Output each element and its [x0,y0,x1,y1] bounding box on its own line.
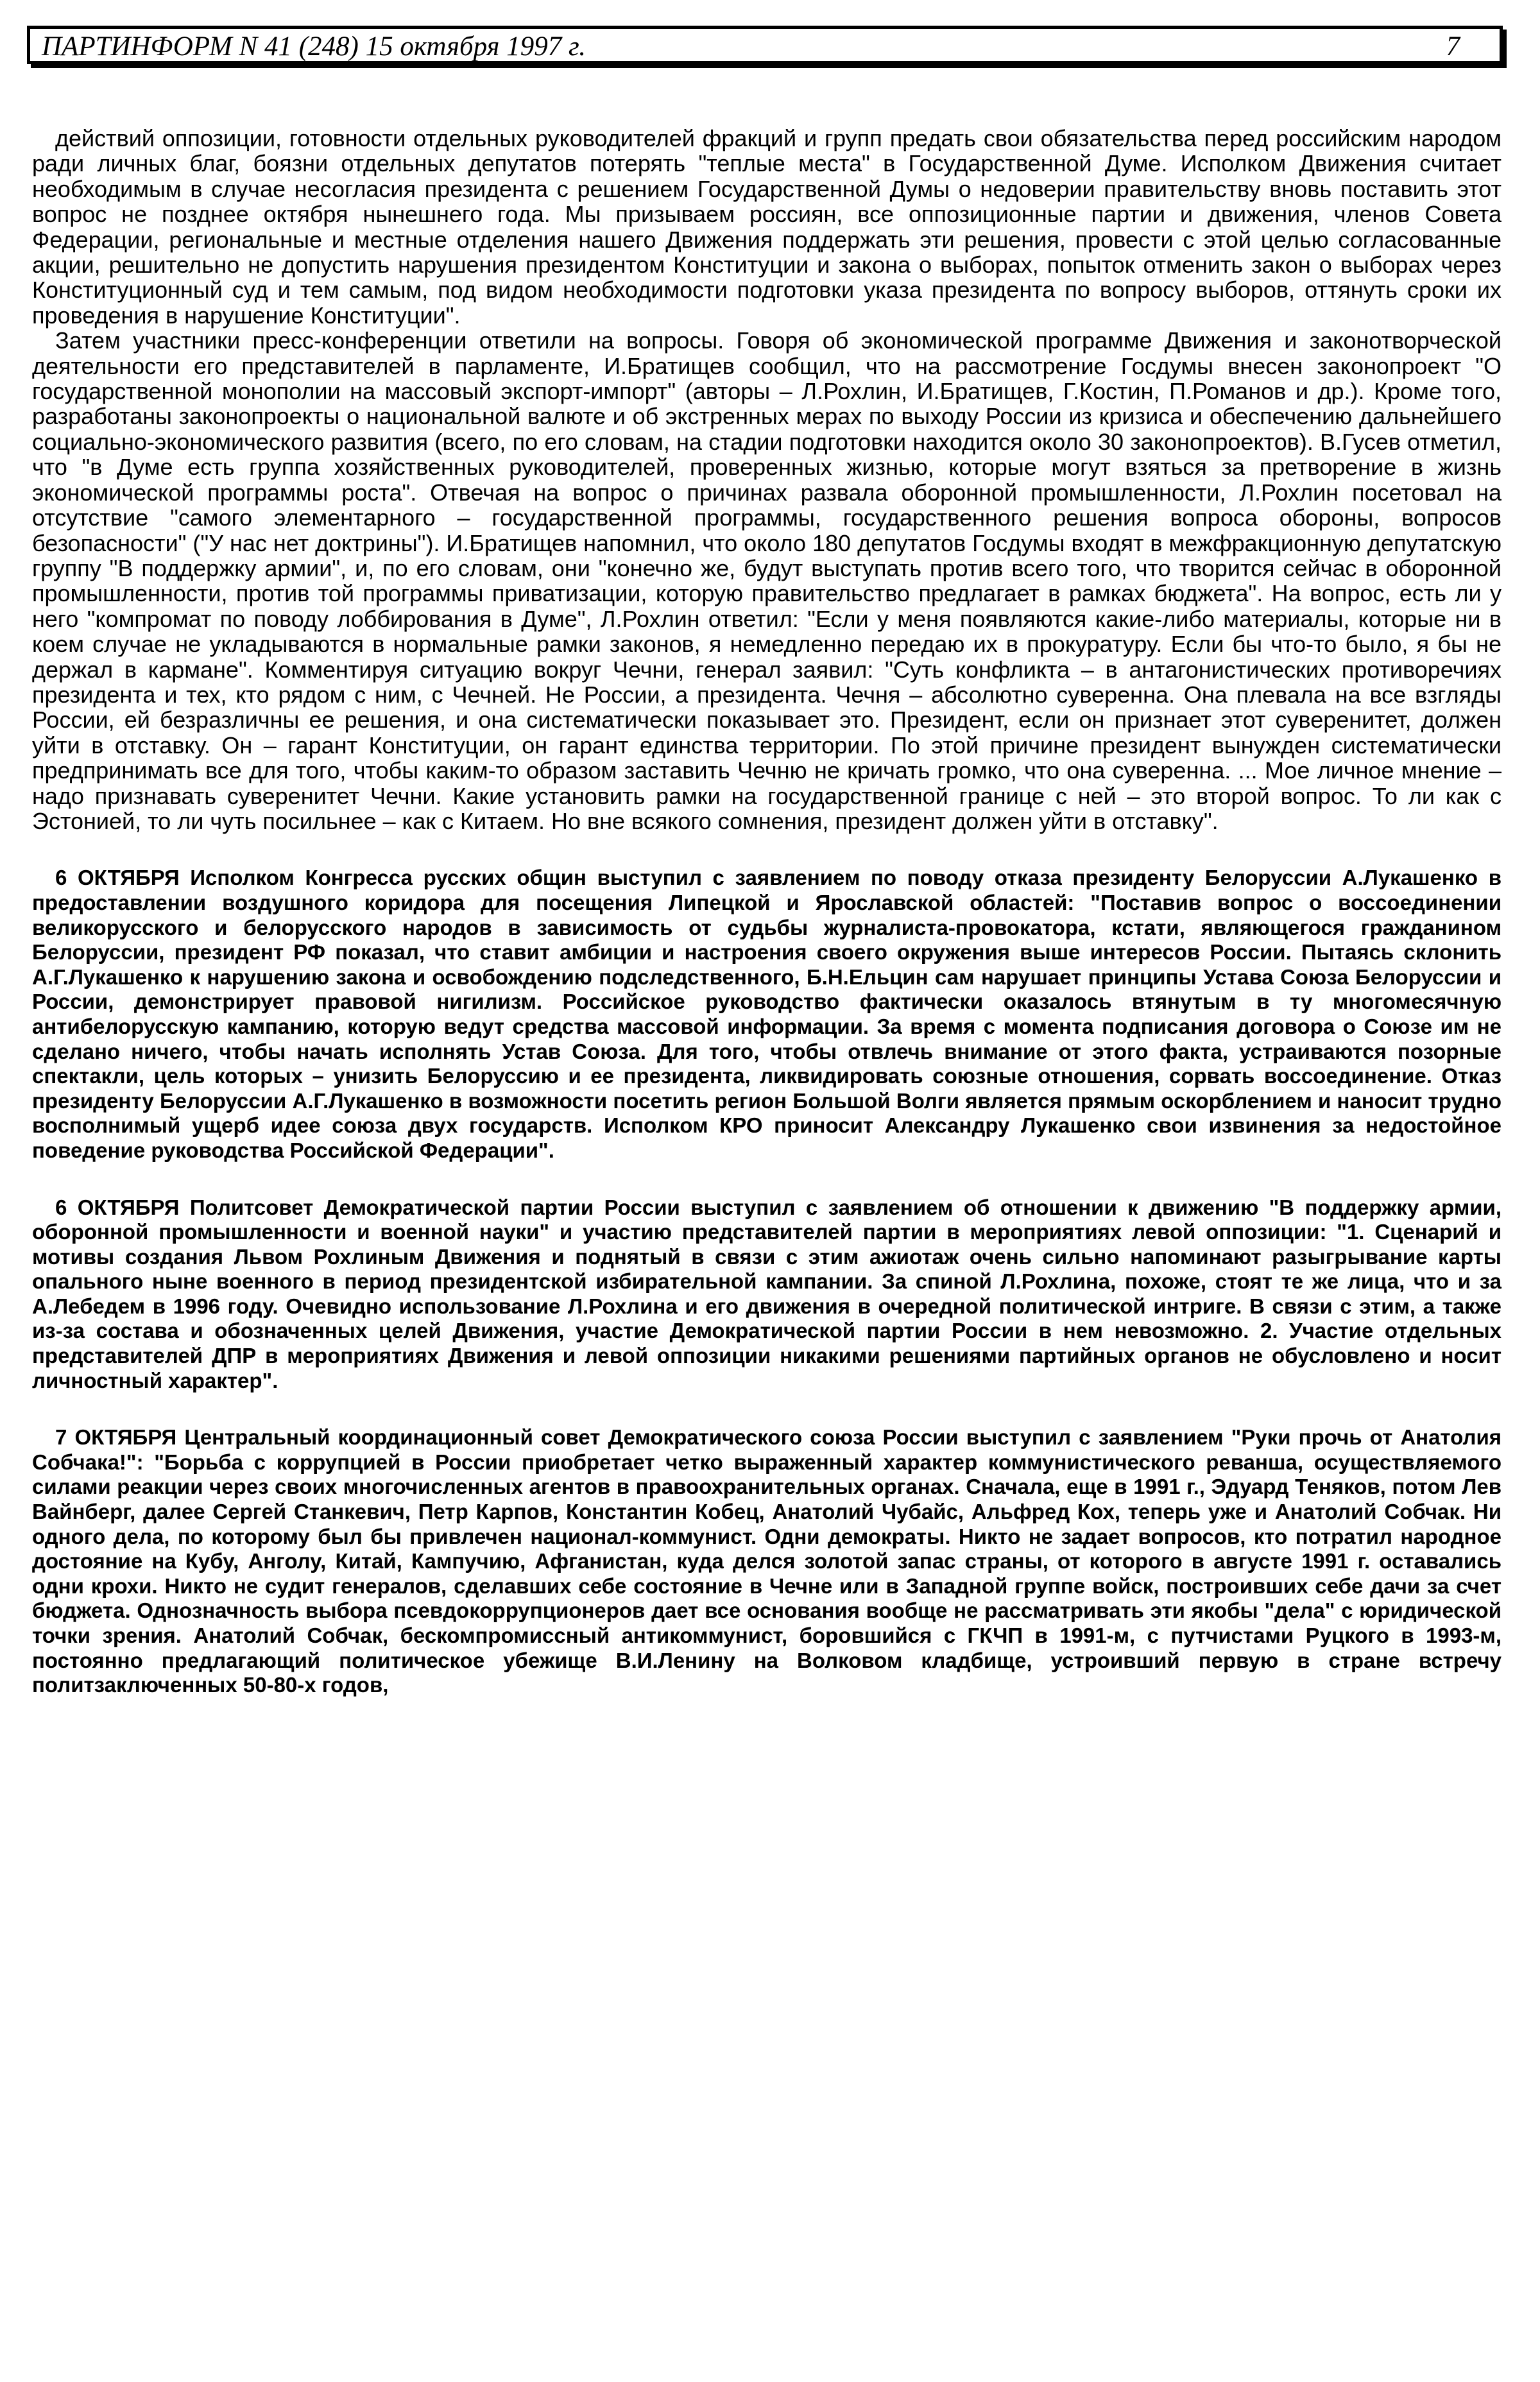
section-gap [32,1163,1502,1195]
news-bulletin: 6 ОКТЯБРЯ Исполком Конгресса русских общин выступил с заявлением по поводу отказа президенту Белоруссии А.Лукашенко в предоставлении воздушного коридора для посещения Липецкой и Ярославской областей: "Поставив вопрос о воссоединении великорусского и белорусского народов в зависимость от судьбы журналиста-провокатора, кстати, являющегося гражданином Белоруссии, президент РФ показал, что ставит амбиции и настроения своего окружения выше интересов России. Пытаясь склонить А.Г.Лукашенко к нарушению закона и освобождению подследственного, Б.Н.Ельцин сам нарушает принципы Устава Союза Белоруссии и России, демонстрирует правовой нигилизм. Российское руководство фактически оказалось втянутым в ту многомесячную антибелорусскую кампанию, которую ведут средства массовой информации. За время с момента подписания договора о Союзе им не сделано ничего, чтобы начать исполнять Устав Союза. Для того, чтобы отвлечь внимание от этого факта, устраиваются позорные спектакли, цель которых – унизить Белоруссию и ее президента, ликвидировать союзные отношения, сорвать воссоединение. Отказ президенту Белоруссии А.Г.Лукашенко в возможности посетить регион Большой Волги является прямым оскорблением и наносит трудно восполнимый ущерб идее союза двух государств. Исполком КРО приносит Александру Лукашенко свои извинения за недостойное поведение руководства Российской Федерации". [32,866,1502,1162]
page-header [27,26,1503,64]
article-body [32,126,1502,1698]
publication-title: ПАРТИНФОРМ N 41 (248) 15 октября 1997 г. [42,31,586,62]
news-bulletin: 6 ОКТЯБРЯ Политсовет Демократической партии России выступил с заявлением об отношении к движению "В поддержку армии, оборонной промышленности и военной науки" и участию представителей партии в мероприятиях левой оппозиции: "1. Сценарий и мотивы создания Львом Рохлиным Движения и поднятый в связи с этим ажиотаж очень сильно напоминают разыгрывание карты опального ныне военного в период президентской избирательной кампании. За спиной Л.Рохлина, похоже, стоят те же лица, что и за А.Лебедем в 1996 году. Очевидно использование Л.Рохлина и его движения в очередной политической интриге. В связи с этим, а также из-за состава и обозначенных целей Движения, участие Демократической партии России в нем невозможно. 2. Участие отдельных представителей ДПР в мероприятиях Движения и левой оппозиции никакими решениями партийных органов не обусловлено и носит личностный характер". [32,1195,1502,1392]
section-gap [32,834,1502,866]
news-bulletin: 7 ОКТЯБРЯ Центральный координационный совет Демократического союза России выступил с заявлением "Руки прочь от Анатолия Собчака!": "Борьба с коррупцией в России приобретает четко выраженный характер коммунистического реванша, осуществляемого силами реакции через своих многочисленных агентов в правоохранительных органах. Сначала, еще в 1991 г., Эдуард Теняков, потом Лев Вайнберг, далее Сергей Станкевич, Петр Карпов, Константин Кобец, Анатолий Чубайс, Альфред Кох, теперь уже и Анатолий Собчак. Ни одного дела, по которому был бы привлечен национал-коммунист. Одни демократы. Никто не задает вопросов, кто потратил народное достояние на Кубу, Анголу, Китай, Кампучию, Афганистан, куда делся золотой запас страны, от которого в августе 1991 г. оставались одни крохи. Никто не судит генералов, сделавших себе состояние в Чечне или в Западной группе войск, построивших себе дачи за счет бюджета. Однозначность выбора псевдокоррупционеров дает все основания вообще не рассматривать эти якобы "дела" с юридической точки зрения. Анатолий Собчак, бескомпромиссный антикоммунист, боровшийся с ГКЧП в 1991-м, с путчистами Руцкого в 1993-м, постоянно предлагающий политическое убежище В.И.Ленину на Волковом кладбище, устроивший первую в стране встречу политзаключенных 50-80-х годов, [32,1425,1502,1697]
section-gap [32,1393,1502,1425]
page-number: 7 [1446,31,1460,62]
body-paragraph: действий оппозиции, готовности отдельных руководителей фракций и групп предать свои обязательства перед российским народом ради личных благ, боязни отдельных депутатов потерять "теплые места" в Государственной Думе. Исполком Движения считает необходимым в случае несогласия президента с решением Государственной Думы о недоверии правительству вновь поставить этот вопрос не позднее октября нынешнего года. Мы призываем россиян, все оппозиционные партии и движения, членов Совета Федерации, региональные и местные отделения нашего Движения поддержать эти решения, провести с этой целью согласованные акции, решительно не допустить нарушения президентом Конституции и закона о выборах, попыток отменить закон о выборах через Конституционный суд и тем самым, под видом необходимости подготовки указа президента по вопросу выборов, оттянуть сроки их проведения в нарушение Конституции". [32,125,1502,329]
regular-section [32,126,1502,834]
body-paragraph: Затем участники пресс-конференции ответили на вопросы. Говоря об экономической программе Движения и законотворческой деятельности его представителей в парламенте, И.Братищев сообщил, что на рассмотрение Госдумы внесен законопроект "О государственной монополии на массовый экспорт-импорт" (авторы – Л.Рохлин, И.Братищев, Г.Костин, П.Романов и др.). Кроме того, разработаны законопроекты о национальной валюте и об экстренных мерах по выходу России из кризиса и обеспечению дальнейшего социально-экономического развития (всего, по его словам, на стадии подготовки находится около 30 законопроектов). В.Гусев отметил, что "в Думе есть группа хозяйственных руководителей, проверенных жизнью, которые могут взяться за претворение в жизнь экономической программы роста". Отвечая на вопрос о причинах развала оборонной промышленности, Л.Рохлин посетовал на отсутствие "самого элементарного – государственной программы, государственного решения вопроса обороны, вопросов безопасности" ("У нас нет доктрины"). И.Братищев напомнил, что около 180 депутатов Госдумы входят в межфракционную депутатскую группу "В поддержку армии", и, по его словам, они "конечно же, будут выступать против всего того, что творится сейчас в оборонной промышленности, против той программы приватизации, которую правительство предлагает в рамках бюджета". На вопрос, есть ли у него "компромат по поводу лоббирования в Думе", Л.Рохлин ответил: "Если у меня появляются какие-либо материалы, которые ни в коем случае не укладываются в нормальные рамки законов, я немедленно передаю их в прокуратуру. Если бы что-то было, я бы не держал в кармане". Комментируя ситуацию вокруг Чечни, генерал заявил: "Суть конфликта – в антагонистических противоречиях президента и тех, кто рядом с ним, с Чечней. Не России, а президента. Чечня – абсолютно суверенна. Она плевала на все взгляды России, ей безразличны ее решения, и она систематически показывает это. Президент, если он признает этот суверенитет, должен уйти в отставку. Он – гарант Конституции, он гарант единства территории. По этой причине президент вынужден систематически предпринимать все для того, чтобы каким-то образом заставить Чечню не кричать громко, что она суверенна. ... Мое личное мнение – надо признавать суверенитет Чечни. Какие установить рамки на государственной границе с ней – это второй вопрос. То ли как с Эстонией, то ли чуть посильнее – как с Китаем. Но вне всякого сомнения, президент должен уйти в отставку". [32,327,1502,834]
